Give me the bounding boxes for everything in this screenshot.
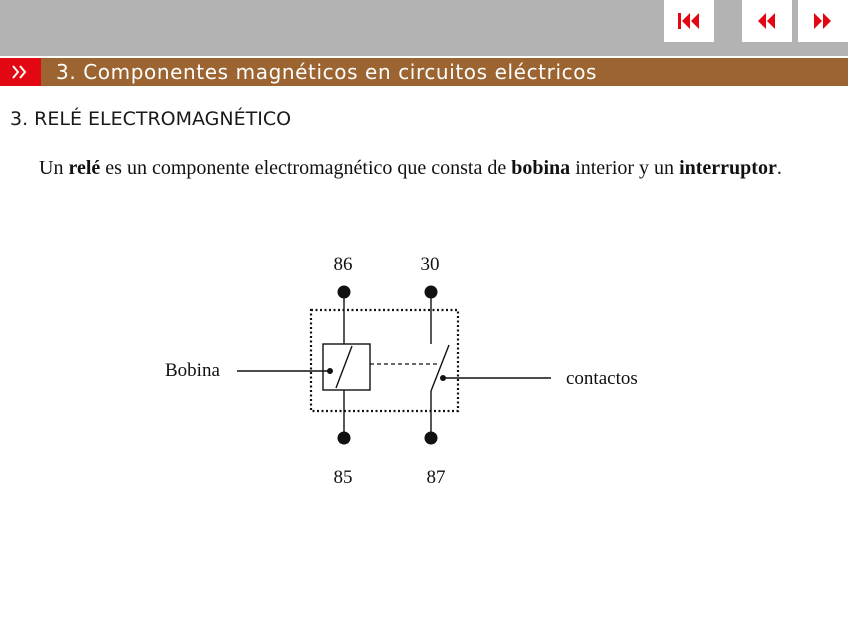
intro-text: . — [776, 157, 782, 179]
section-title: 3. Componentes magnéticos en circuitos eléctricos — [56, 60, 598, 84]
coil-diagonal — [336, 346, 352, 388]
intro-text: interior y un — [570, 157, 680, 179]
intro-bold-term: interruptor — [679, 157, 777, 179]
intro-text: es un componente electromagnético que consta de — [100, 157, 512, 179]
page-heading: 3. RELÉ ELECTROMAGNÉTICO — [10, 108, 292, 130]
contact-switch-blade — [431, 345, 449, 391]
intro-bold-term: relé — [68, 157, 101, 179]
terminal-30-dot — [425, 286, 438, 299]
terminal-87-label: 87 — [426, 467, 446, 488]
intro-bold-term: bobina — [511, 157, 571, 179]
coil-label: Bobina — [165, 360, 220, 381]
terminal-85-label: 85 — [333, 467, 353, 488]
terminal-30-label: 30 — [420, 254, 440, 275]
contacts-callout-dot — [440, 375, 446, 381]
terminal-87-dot — [425, 432, 438, 445]
terminal-86-label: 86 — [333, 254, 353, 275]
intro-text: Un — [39, 157, 69, 179]
terminal-85-dot — [338, 432, 351, 445]
terminal-86-dot — [338, 286, 351, 299]
relay-housing — [311, 310, 458, 411]
coil-callout-dot — [327, 368, 333, 374]
contacts-label: contactos — [566, 368, 638, 389]
coil-symbol — [323, 344, 370, 390]
